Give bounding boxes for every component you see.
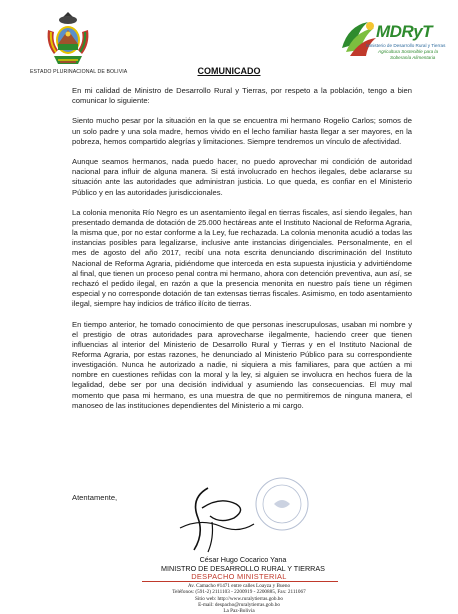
paragraph-brother: Siento mucho pesar por la situación en la que se encuentra mi hermano Rogelio Carlos; somos de un solo padre y una sola madre, hemos vivido en el lecho familiar hasta llegar a ser mayores, en la pobreza, hemos compartido alegrías y limitaciones. Siempre tendremos un vínculo de afectividad. (72, 116, 412, 146)
footer-website[interactable]: Sitio web: http://www.ruralytierras.gob.bo (195, 595, 283, 602)
signer-title: MINISTRO DE DESARROLLO RURAL Y TIERRAS (161, 564, 325, 573)
footer-phones: Teléfonos: (591-2) 2111103 - 2200919 - 2200885, Fax: 2111067 (172, 589, 306, 596)
paragraph-authority: Aunque seamos hermanos, nada puedo hacer, no puedo aprovechar mi condición de autoridad nacional para influir de alguna manera. Si está involucrado en hechos ilegales, debe aclararse su situación ante las autoridades que administran justicia. Lo que queda, es confiar en el Ministerio Público y en las autoridades jurisdiccionales. (72, 157, 412, 197)
state-label: ESTADO PLURINACIONAL DE BOLIVIA (30, 69, 128, 75)
paragraph-intro: En mi calidad de Ministro de Desarrollo Rural y Tierras, por respeto a la población, tengo a bien comunicar lo siguiente: (72, 86, 412, 106)
footer-email[interactable]: E-mail: despacho@ruralytierras.gob.bo (198, 601, 280, 608)
document-title: COMUNICADO (197, 66, 261, 76)
ministry-logo (338, 18, 446, 68)
official-seal-icon (252, 474, 312, 534)
paragraph-denunciation: En tiempo anterior, he tomado conocimiento de que personas inescrupulosas, usaban mi nombre y el prestigio de otras autoridades para aprovecharse ilegalmente, haciendo creer que tienen influencias al interior del Ministerio de Desarrollo Rural y Tierras y en el Instituto Nacional de Reforma Agraria, por estas razones, he denunciado al Ministerio Público para su correspondiente investigación. Nunca he autorizado a nadie, ni siquiera a mis familiares, para que actúen a mi nombre en cuestiones reñidas con la moral y la ley, si alguien se involucra en hechos fuera de la legalidad, debe ser por una decisión individual y asumiendo las consecuencias. El muy mal momento que pasa mi hermano, es una muestra de que no permitiremos de ninguna manera, el manoseo de las instituciones dependientes del Ministerio a mi cargo. (72, 319, 412, 410)
ministry-slogan-line-1: Agricultura Sostenible para la (378, 49, 439, 54)
closing-salutation: Atentamente, (72, 493, 118, 502)
bolivia-coat-of-arms-icon (44, 10, 92, 68)
paragraph-colony: La colonia menonita Río Negro es un asentamiento ilegal en tierras fiscales, así siendo ilegales, han presentado demanda de dotación de 25.000 hectáreas ante el Instituto Nacional de Reforma Agraria, la misma que, por no estar conforme a la Ley, fue rechazada. La colonia menonita acudió a todas las instancias posibles para legalizarse, inclusive ante instancias dirigenciales. Personalmente, en el mes de agosto del año 2017, recibí una nota escrita denunciando discriminación del Instituto Nacional de Reforma Agraria, pidiéndome que interceda en esta supuesta injusticia y advirtiéndome al final, que tienen un proceso penal contra mi hermano, ahora con detención preventiva, aun así, se rechazó el pedido ilegal, en razón a que la presencia menonita en nuestro país tiene un régimen especial y no corresponde dotación de tan extensas tierras fiscales. Asimismo, en todo asentamiento ilegal, siempre hay indicios de tráfico ilícito de tierras. (72, 207, 412, 309)
footer-address: Av. Camacho #1471 entre calles Loayza y Bueno (187, 583, 291, 589)
ministry-name-line: Ministerio de Desarrollo Rural y Tierras (366, 43, 446, 48)
footer-city: La Paz-Bolivia (223, 608, 255, 614)
signer-name: César Hugo Cocarico Yana (199, 555, 287, 564)
ministry-wordmark: MDRyT (376, 22, 433, 41)
document-body (72, 86, 412, 423)
office-label: DESPACHO MINISTERIAL (191, 572, 287, 581)
ministry-slogan-line-2: Soberanía Alimentaria (390, 55, 436, 60)
ministry-emblem-icon (338, 18, 378, 58)
footer-divider (142, 581, 338, 582)
letterhead-footer (0, 583, 458, 614)
